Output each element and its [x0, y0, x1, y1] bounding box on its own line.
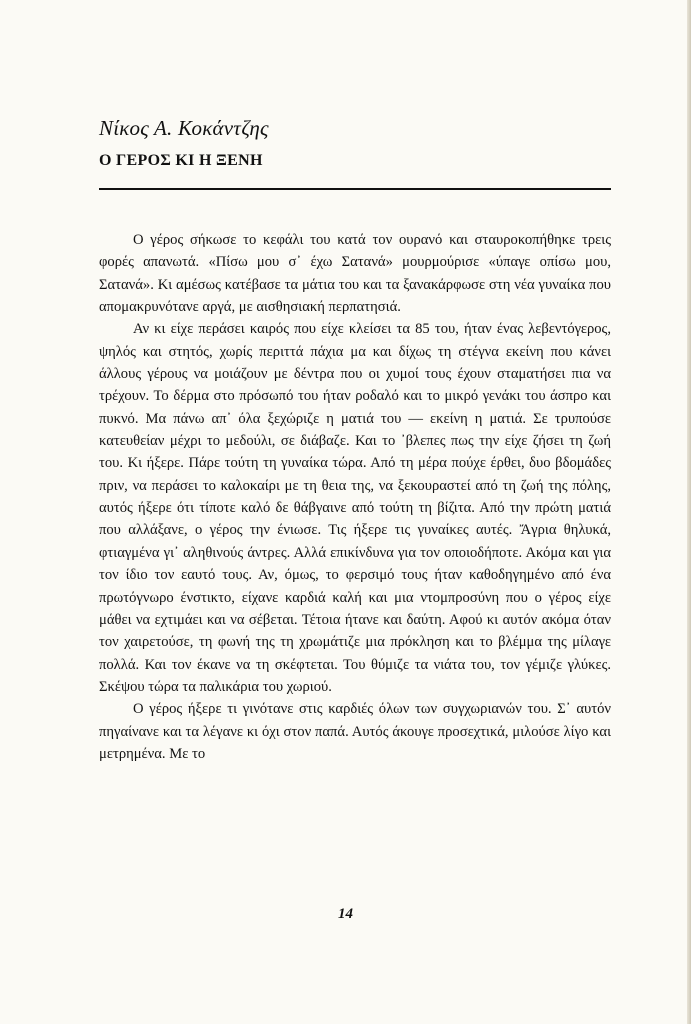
- page-number: 14: [338, 906, 353, 922]
- body-text: [99, 229, 611, 765]
- paragraph: Αν κι είχε περάσει καιρός που είχε κλείσει τα 85 του, ήταν ένας λεβεντόγερος, ψηλός και στητός, χωρίς περιττά πάχια μα και δίχως τη στέγνα εκείνη που κάνει άλλους γέρους να μοιάζουν με δέντρα που οι χυμοί τους έχουν σταματήσει πια να τρέχουν. Το δέρμα στο πρόσωπό του ήταν ροδαλό και το μικρό γενάκι του άσπρο και πυκνό. Μα πάνω απ᾽ όλα ξεχώριζε η ματιά του — εκείνη η ματιά. Σε τρυπούσε κατευθείαν μέχρι το μεδούλι, σε διάβαζε. Και το ᾽βλεπες πως την είχε ζήσει τη ζωή του. Κι ήξερε. Πάρε τούτη τη γυναίκα τώρα. Από τη μέρα πούχε έρθει, δυο βδομάδες πριν, να περάσει το καλοκαίρι με τη θεια της, να ξεκουραστεί από τη ζωή της πόλης, αυτός ήξερε ότι τίποτε καλό δε θάβγαινε από τούτη τη βίζιτα. Από την πρώτη ματιά που αλλάξανε, ο γέρος την ένιωσε. Τις ήξερε τις γυναίκες αυτές. Ἄγρια θηλυκά, φτιαγμένα γι᾽ αληθινούς άντρες. Αλλά επικίνδυνα για τον οποιοδήποτε. Ακόμα και για τον ίδιο τον εαυτό τους. Αν, όμως, το φερσιμό τους ήταν καθοδηγημένο από ένα πρωτόγνωρο ένστικτο, είχανε καρδιά καλή και μια ντομπροσύνη που ο γέρος είχε μάθει να εχτιμάει και να σέβεται. Τέτοια ήτανε και δαύτη. Αφού κι αυτόν ακόμα όταν τον χαιρετούσε, τη φωνή της τη χρωμάτιζε μια πρόκληση και το βλέμμα της μίλαγε πολλά. Και τον έκανε να τη σκέφτεται. Του θύμιζε τα νιάτα του, τον γέμιζε γλύκες. Σκέψου τώρα τα παλικάρια του χωριού.: [99, 321, 611, 695]
- page-edge: [687, 0, 691, 1024]
- paragraph: Ο γέρος ήξερε τι γινότανε στις καρδιές όλων των συγχωριανών του. Σ᾽ αυτόν πηγαίνανε και τα λέγανε κι όχι στον παπά. Αυτός άκουγε προσεχτικά, μιλούσε λίγο και μετρημένα. Με το: [99, 701, 611, 762]
- title-rule: [99, 188, 611, 190]
- paragraph: Ο γέρος σήκωσε το κεφάλι του κατά τον ουρανό και σταυροκοπήθηκε τρεις φορές απανωτά. «Πίσω μου σ᾽ έχω Σατανά» μουρμούρισε «ύπαγε οπίσω μου, Σατανά». Κι αμέσως κατέβασε τα μάτια του και τα ξανακάρφωσε στη νέα γυναίκα που απομακρυνότανε αργά, με αισθησιακή περπατησιά.: [99, 232, 611, 316]
- story-title: Ο ΓΕΡΟΣ ΚΙ Η ΞΕΝΗ: [99, 152, 263, 169]
- author-name: Νίκος Α. Κοκάντζης: [99, 116, 269, 140]
